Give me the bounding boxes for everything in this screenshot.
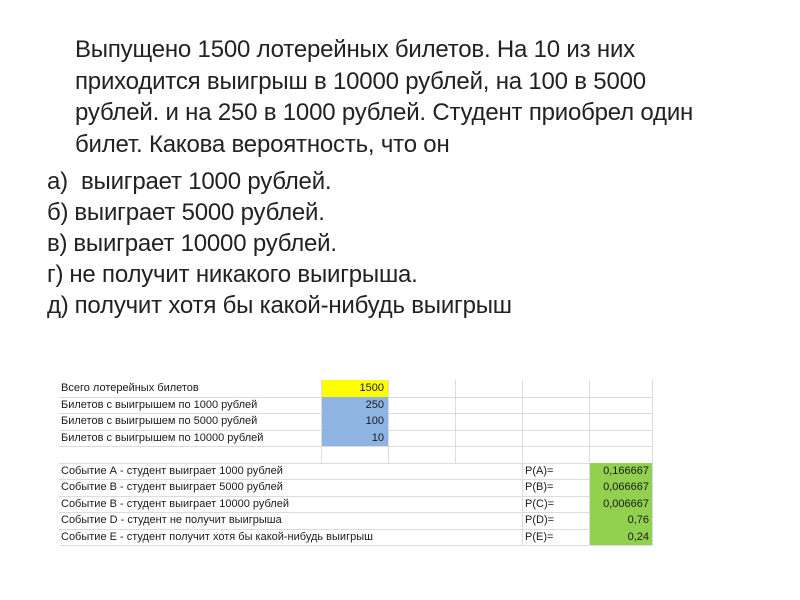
empty-cell[interactable] <box>455 397 522 414</box>
empty-cell[interactable] <box>589 446 653 463</box>
problem-line: приходится выигрыш в 10000 рублей, на 100 в 5000 <box>75 67 646 95</box>
empty-cell[interactable] <box>388 430 455 447</box>
table-row <box>59 463 653 481</box>
empty-cell[interactable] <box>589 430 653 447</box>
question-letter: а) <box>47 168 68 195</box>
empty-cell[interactable] <box>455 380 522 397</box>
table-row <box>59 413 653 431</box>
problem-line: Выпущено 1500 лотерейных билетов. На 10 из них <box>75 36 635 63</box>
table-row <box>59 430 653 448</box>
win-10000-count-cell[interactable]: 10 <box>321 430 388 447</box>
table-row <box>59 529 653 547</box>
empty-cell[interactable] <box>522 413 589 430</box>
question-a <box>47 166 512 197</box>
empty-cell[interactable] <box>522 397 589 414</box>
question-letter: д) <box>47 292 69 319</box>
probability-value-cell[interactable]: 0,066667 <box>589 479 653 496</box>
empty-cell[interactable] <box>589 397 653 414</box>
probability-name-cell[interactable]: P(B)= <box>522 479 589 496</box>
question-text: не получит никакого выигрыша. <box>69 261 418 288</box>
probability-value-cell[interactable]: 0,166667 <box>589 463 653 480</box>
input-label-cell[interactable]: Всего лотерейных билетов <box>61 382 199 394</box>
empty-cell[interactable] <box>321 446 388 463</box>
question-letter: г) <box>47 261 64 288</box>
event-label-cell[interactable]: Событие В - студент выиграет 10000 рублей <box>61 497 289 510</box>
question-v <box>47 228 512 259</box>
question-text: выиграет 1000 рублей. <box>81 168 332 195</box>
question-text: получит хотя бы какой-нибудь выигрыш <box>74 292 512 319</box>
probability-value-cell[interactable]: 0,24 <box>589 529 653 546</box>
empty-cell[interactable] <box>388 446 455 463</box>
probability-name-cell[interactable]: P(E)= <box>522 529 589 546</box>
table-row <box>59 397 653 415</box>
probability-value-cell[interactable]: 0,006667 <box>589 496 653 513</box>
problem-line: рублей. и на 250 в 1000 рублей. Студент приобрел один <box>75 99 694 126</box>
input-label-cell[interactable]: Билетов с выигрышем по 5000 рублей <box>61 415 258 427</box>
event-label-cell[interactable]: Событие В - студент выиграет 5000 рублей <box>61 481 283 493</box>
event-label-cell[interactable]: Событие Е - студент получит хотя бы какой-нибудь выигрыш <box>61 530 373 543</box>
empty-cell[interactable] <box>455 413 522 430</box>
probability-name-cell[interactable]: P(D)= <box>522 512 589 529</box>
empty-cell[interactable] <box>589 413 653 430</box>
empty-cell[interactable] <box>522 380 589 397</box>
empty-cell[interactable] <box>589 380 653 397</box>
probability-value-cell[interactable]: 0,76 <box>589 512 653 529</box>
question-b <box>47 197 512 228</box>
input-label-cell[interactable]: Билетов с выигрышем по 1000 рублей <box>61 398 258 411</box>
empty-cell[interactable] <box>522 430 589 447</box>
probability-name-cell[interactable]: P(C)= <box>522 496 589 513</box>
probability-name-cell[interactable]: P(A)= <box>522 463 589 480</box>
event-label-cell[interactable]: Событие А - студент выиграет 1000 рублей <box>61 464 283 477</box>
total-tickets-cell[interactable]: 1500 <box>321 380 388 397</box>
question-letter: в) <box>47 230 68 257</box>
table-row <box>59 380 653 398</box>
table-row <box>59 496 653 514</box>
input-label-cell[interactable]: Билетов с выигрышем по 10000 рублей <box>61 431 264 444</box>
empty-cell[interactable] <box>388 397 455 414</box>
problem-statement <box>75 34 735 160</box>
question-text: выиграет 10000 рублей. <box>73 230 337 257</box>
table-row <box>59 512 653 530</box>
empty-cell[interactable] <box>522 446 589 463</box>
win-5000-count-cell[interactable]: 100 <box>321 413 388 430</box>
question-letter: б) <box>47 199 69 226</box>
win-1000-count-cell[interactable]: 250 <box>321 397 388 414</box>
question-text: выиграет 5000 рублей. <box>74 199 325 226</box>
table-row <box>59 479 653 497</box>
empty-cell[interactable] <box>455 446 522 463</box>
question-list <box>47 166 512 321</box>
table-row <box>59 446 653 464</box>
empty-cell[interactable] <box>388 413 455 430</box>
problem-line: билет. Какова вероятность, что он <box>75 130 450 158</box>
empty-cell[interactable] <box>388 380 455 397</box>
question-g <box>47 259 512 290</box>
event-label-cell[interactable]: Событие D - студент не получит выигрыша <box>61 514 282 526</box>
empty-cell[interactable] <box>455 430 522 447</box>
spreadsheet-table <box>59 380 653 547</box>
empty-cell[interactable] <box>59 446 321 463</box>
question-d <box>47 290 512 321</box>
